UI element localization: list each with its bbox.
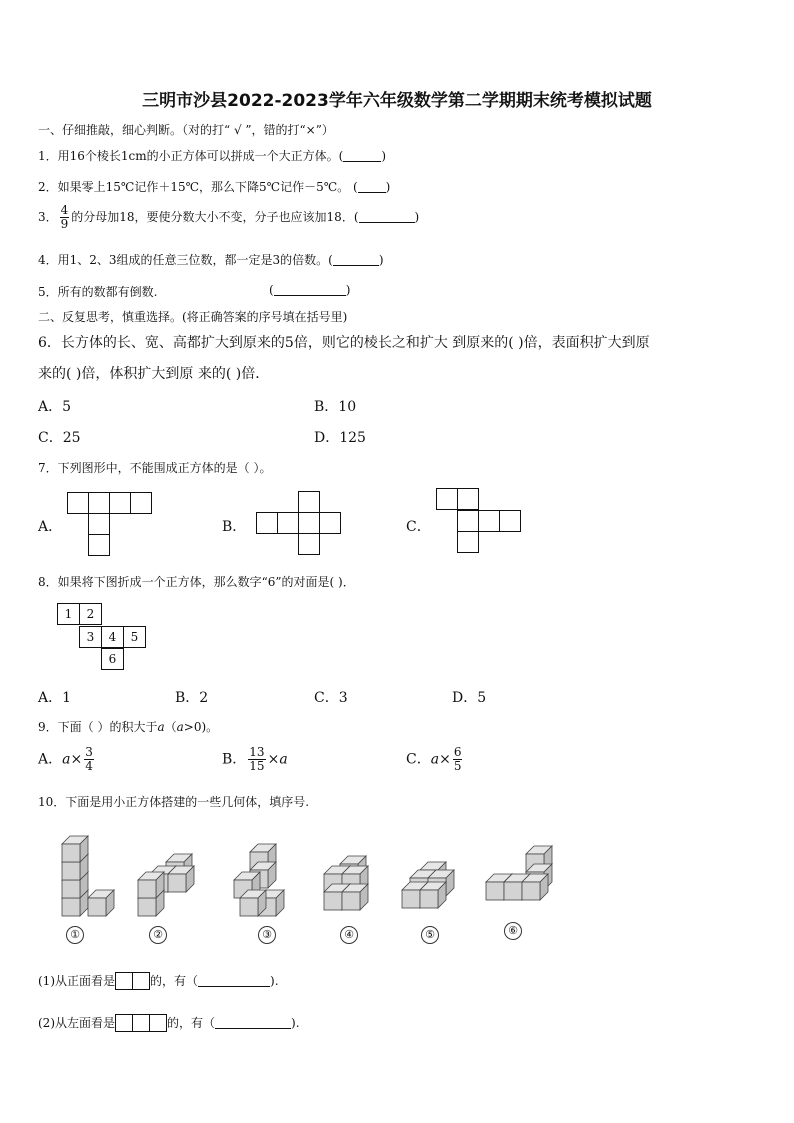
net-square (67, 492, 89, 514)
net-square (277, 512, 299, 534)
net-square (88, 492, 110, 514)
fraction-3-4 (84, 746, 94, 773)
question-7: 7．下列图形中，不能围成正方体的是（ ）。 (38, 461, 272, 475)
figure-5 (402, 862, 454, 908)
times-sign: × (267, 751, 280, 768)
cube-figures (40, 826, 570, 926)
question-8: 8．如果将下图折成一个正方体，那么数字“6”的对面是( )． (38, 575, 355, 589)
fraction-denominator: 15 (249, 759, 265, 773)
q9-option-b[interactable] (222, 746, 288, 773)
question-6-line2: 来的( )倍，体积扩大到原 来的( )倍． (38, 366, 270, 382)
q9-option-a[interactable] (38, 746, 96, 773)
paren-close: ) (385, 180, 391, 194)
numbered-net (57, 603, 157, 671)
paren-close: ) (414, 210, 420, 224)
q8-option-d[interactable]: D．5 (452, 690, 487, 706)
paren-open: ( (269, 283, 274, 297)
figure-label-2: ② (149, 926, 167, 944)
view-square (149, 1014, 167, 1032)
answer-blank[interactable] (343, 149, 381, 162)
q6-option-c[interactable]: C．25 (38, 430, 81, 446)
fraction-6-5 (453, 746, 463, 773)
paren-open: （ (164, 720, 177, 734)
figure-label-5: ⑤ (421, 926, 439, 944)
fraction-denominator: 9 (60, 217, 69, 231)
paren-close: ). (270, 974, 279, 988)
sub1-suffix: 的，有（ (150, 974, 199, 988)
figure-2 (138, 854, 194, 916)
times-sign: × (70, 751, 83, 768)
paren-close: ) (381, 149, 387, 163)
condition-text: >0)。 (183, 720, 219, 734)
question-2-text: 2．如果零上15℃记作＋15℃，那么下降5℃记作－5℃。 ( (38, 180, 358, 194)
q8-option-c[interactable]: C．3 (314, 690, 348, 706)
section1-heading: 一、仔细推敲，细心判断。（对的打“ √ ”，错的打“×”） (38, 123, 334, 137)
answer-blank[interactable] (198, 974, 270, 987)
net-cell-2: 2 (79, 603, 102, 625)
net-square (478, 510, 500, 532)
answer-blank[interactable] (359, 210, 415, 223)
option-label: A． (38, 751, 63, 768)
fraction-denominator: 5 (453, 759, 462, 773)
fraction-denominator: 4 (85, 759, 93, 773)
net-square (109, 492, 131, 514)
net-square (457, 510, 479, 532)
net-b (256, 491, 342, 557)
net-a (67, 492, 153, 558)
question-10-sub1 (38, 972, 279, 990)
option-label: B． (222, 751, 247, 768)
net-square (298, 512, 320, 534)
question-3 (38, 204, 419, 231)
view-square (132, 972, 150, 990)
sub1-text: (1)从正面看是 (38, 974, 115, 988)
q8-option-b[interactable]: B．2 (175, 690, 209, 706)
figure-3 (234, 844, 284, 916)
question-5 (38, 283, 157, 300)
fraction-numerator: 6 (453, 745, 462, 759)
question-3-number: 3． (38, 210, 58, 224)
variable-a: a (430, 751, 440, 768)
net-c (436, 488, 522, 558)
fraction-numerator: 13 (249, 745, 265, 759)
figure-1 (62, 836, 114, 916)
times-sign: × (439, 751, 451, 768)
fraction-13-15 (248, 746, 265, 773)
net-cell-6: 6 (101, 648, 124, 670)
question-4 (38, 251, 384, 268)
question-4-text: 4．用1、2、3组成的任意三位数，都一定是3的倍数。( (38, 253, 333, 267)
question-9-text: 9．下面（ ）的积大于 (38, 720, 158, 734)
q8-option-a[interactable]: A．1 (38, 690, 72, 706)
net-square (457, 531, 479, 553)
variable-a: a (176, 720, 184, 734)
net-square (88, 534, 110, 556)
answer-blank[interactable] (274, 283, 346, 296)
figure-label-4: ④ (340, 926, 358, 944)
paren-close: ). (291, 1016, 300, 1030)
q6-option-b[interactable]: B．10 (314, 399, 357, 415)
q6-option-a[interactable]: A．5 (38, 399, 72, 415)
page-title: 三明市沙县2022-2023学年六年级数学第二学期期末统考模拟试题 (142, 91, 652, 111)
question-1 (38, 147, 386, 164)
figure-4 (324, 856, 368, 910)
net-cell-5: 5 (123, 626, 146, 648)
question-5-answer (269, 283, 350, 297)
net-cell-4: 4 (101, 626, 124, 648)
figure-6 (486, 846, 552, 900)
net-square (88, 513, 110, 535)
variable-a: a (62, 751, 71, 768)
question-10-sub2 (38, 1014, 300, 1032)
option-label: C． (406, 751, 431, 768)
question-5-text: 5．所有的数都有倒数. (38, 285, 158, 299)
net-square (457, 488, 479, 510)
figure-label-1: ① (66, 926, 84, 944)
question-2 (38, 178, 390, 195)
sub2-text: (2)从左面看是 (38, 1016, 115, 1030)
fraction-numerator: 3 (85, 745, 93, 759)
figure-label-3: ③ (258, 926, 276, 944)
question-6-line1: 6．长方体的长、宽、高都扩大到原来的5倍，则它的棱长之和扩大 到原来的( )倍，表面积扩大到原 (38, 335, 650, 351)
net-square (499, 510, 521, 532)
view-square (132, 1014, 150, 1032)
figure-label-6: ⑥ (504, 922, 522, 940)
answer-blank[interactable] (333, 253, 379, 266)
net-square (298, 533, 320, 555)
section2-heading: 二、反复思考，慎重选择。(将正确答案的序号填在括号里) (38, 310, 348, 324)
q7-option-c-label[interactable]: C． (406, 519, 431, 535)
q7-option-b-label[interactable]: B． (222, 519, 247, 535)
net-square (298, 491, 320, 513)
q7-option-a-label[interactable]: A． (38, 519, 63, 535)
answer-blank[interactable] (215, 1016, 291, 1029)
view-square (115, 1014, 133, 1032)
view-square (115, 972, 133, 990)
sub2-suffix: 的，有（ (167, 1016, 216, 1030)
net-cell-1: 1 (57, 603, 80, 625)
net-square (319, 512, 341, 534)
net-cell-3: 3 (79, 626, 102, 648)
paren-close: ) (345, 283, 351, 297)
q6-option-d[interactable]: D．125 (314, 430, 366, 446)
q9-option-c[interactable] (406, 746, 464, 773)
variable-a: a (279, 751, 288, 768)
paren-close: ) (378, 253, 384, 267)
question-10: 10．下面是用小正方体搭建的一些几何体，填序号. (38, 795, 310, 809)
question-1-text: 1．用16个棱长1cm的小正方体可以拼成一个大正方体。( (38, 149, 344, 163)
net-square (130, 492, 152, 514)
fraction-numerator: 4 (60, 203, 69, 217)
net-square (436, 488, 458, 510)
question-9 (38, 718, 218, 735)
variable-a: a (157, 720, 165, 734)
answer-blank[interactable] (358, 180, 386, 193)
net-square (256, 512, 278, 534)
question-3-text: 的分母加18，要使分数大小不变，分子也应该加18．( (71, 210, 359, 224)
fraction-4-9 (60, 204, 70, 231)
